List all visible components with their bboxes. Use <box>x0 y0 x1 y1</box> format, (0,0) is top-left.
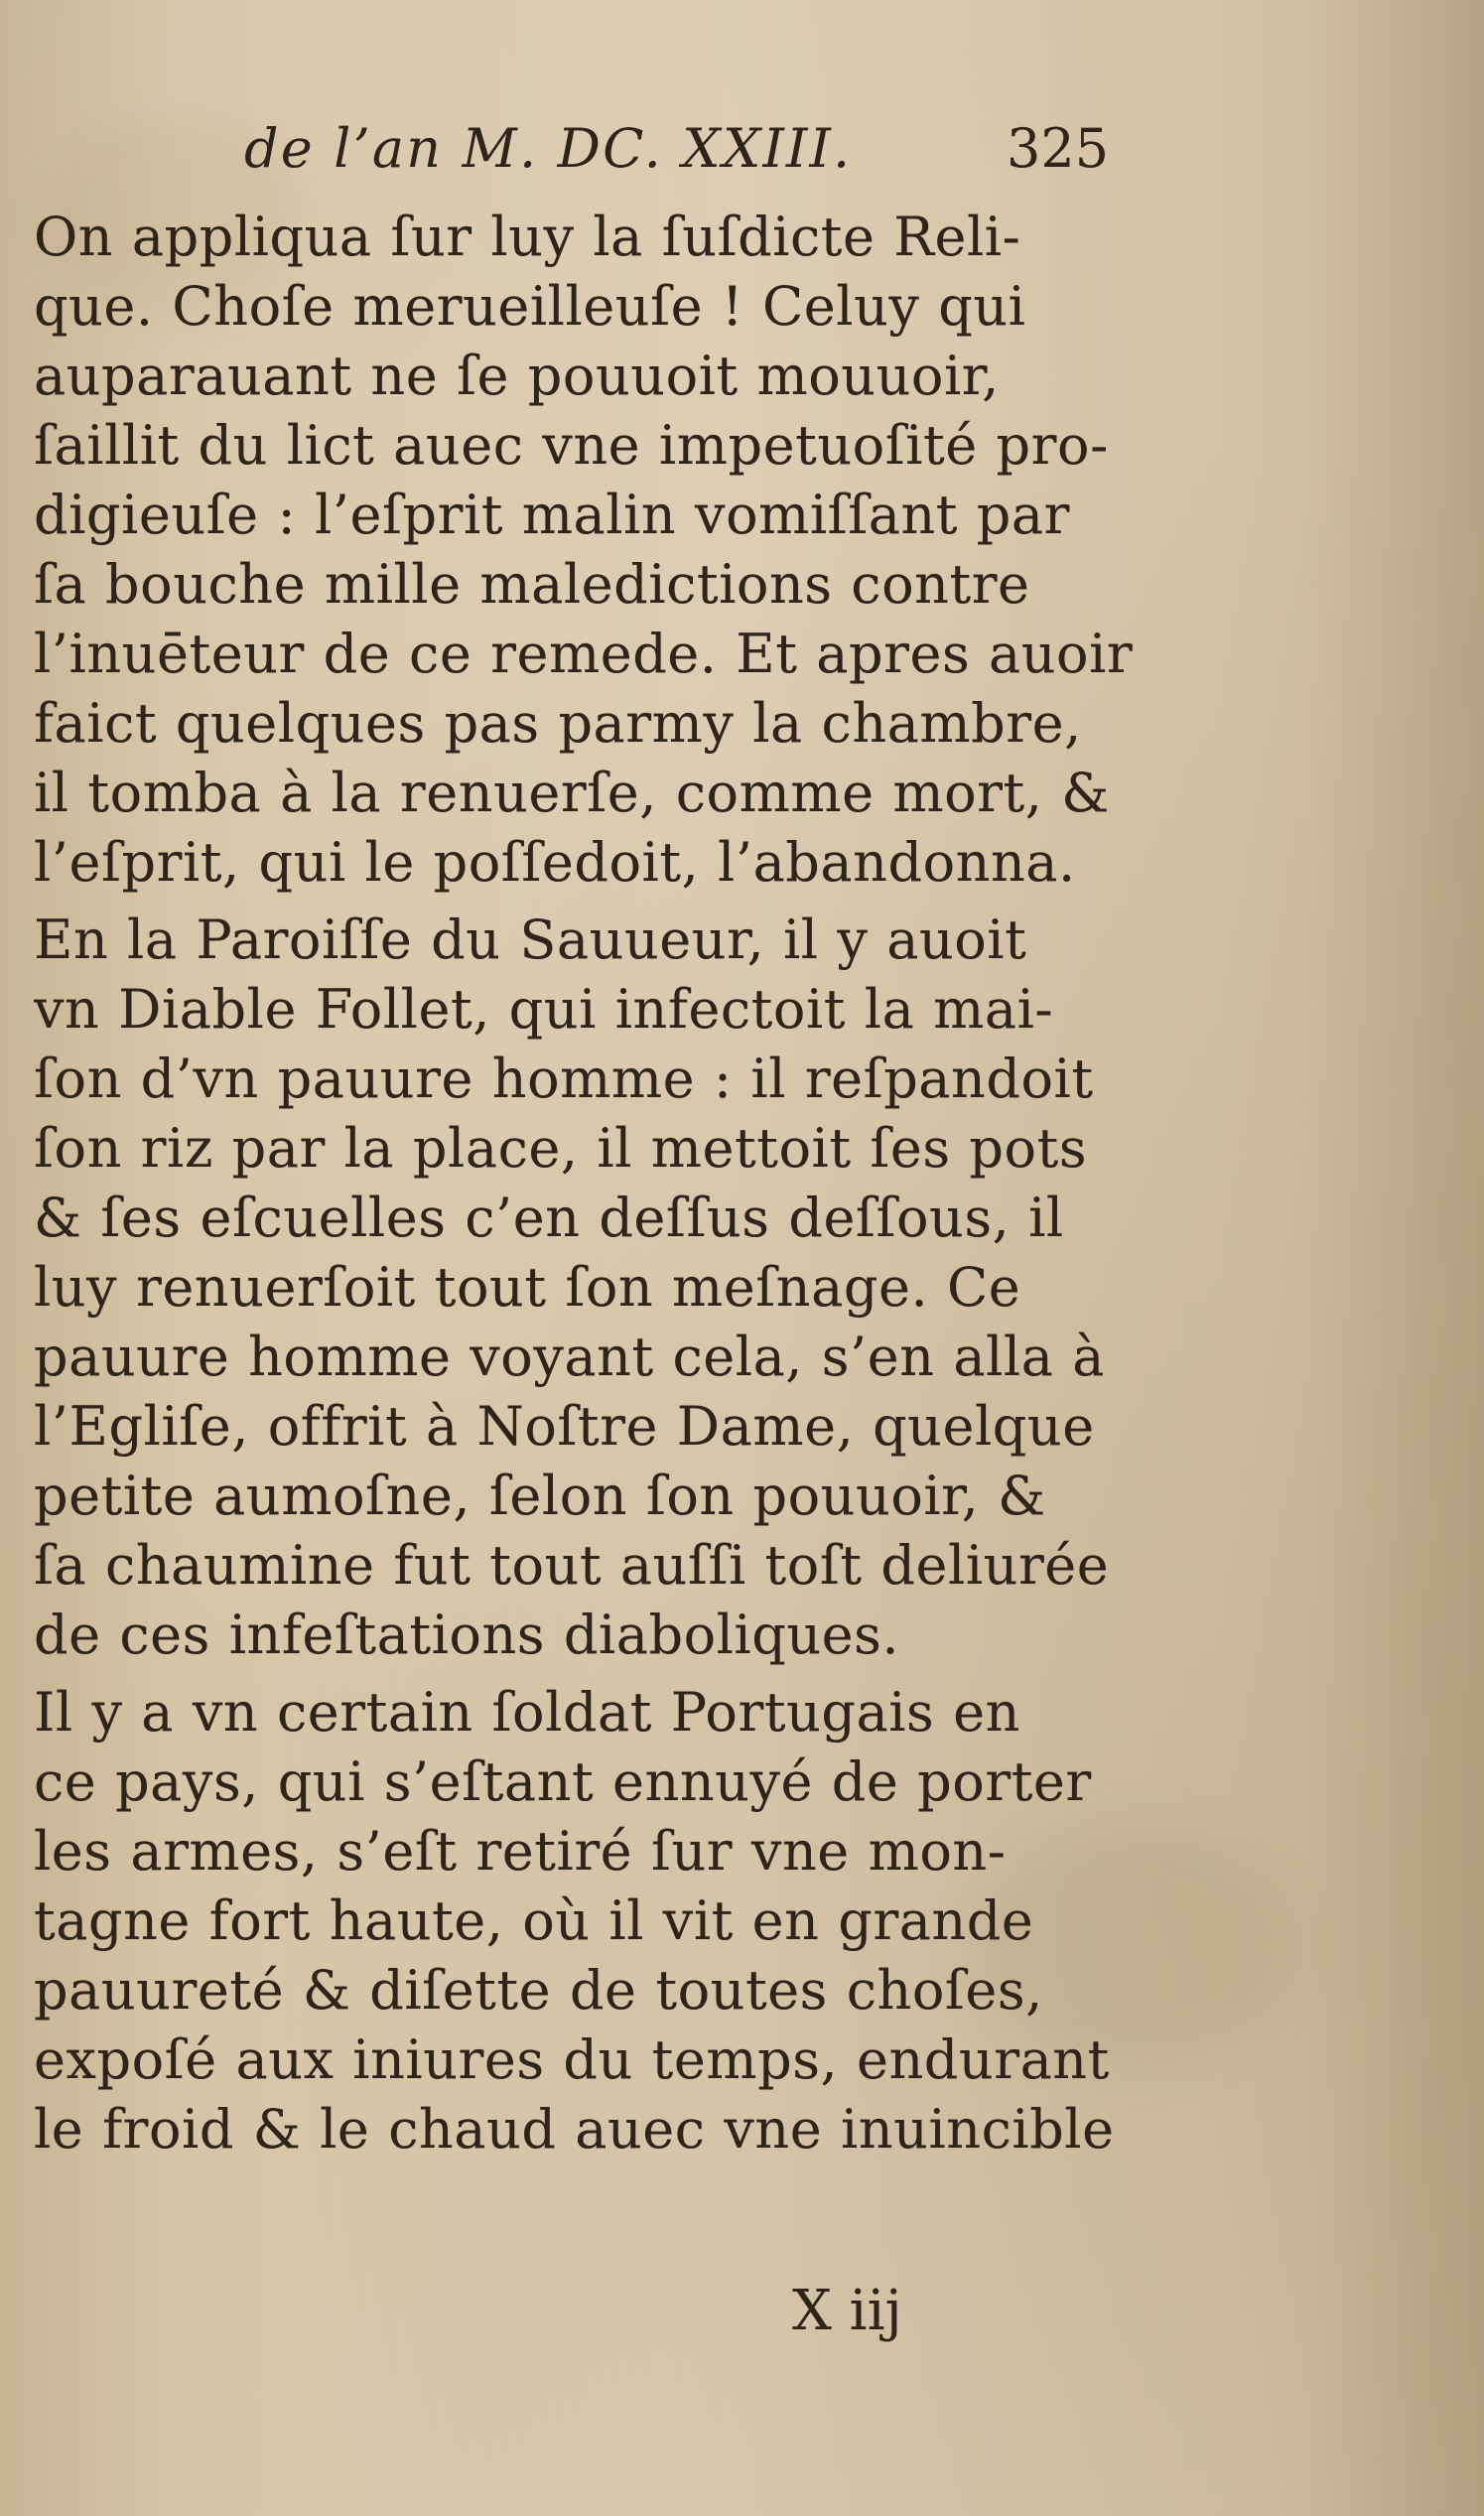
text-line: ſaillit du lict auec vne impetuoſité pro- <box>34 414 1109 477</box>
text-line: auparauant ne ſe pouuoit mouuoir, <box>34 345 1000 407</box>
page-number: 325 <box>1007 117 1110 180</box>
text-line: & ſes eſcuelles c’en deſſus deſſous, il <box>34 1187 1064 1249</box>
text-line: expoſé aux iniures du temps, endurant <box>34 2028 1110 2091</box>
text-line: ſon riz par la place, il mettoit ſes pots <box>34 1117 1088 1180</box>
text-line: pauure homme voyant cela, s’en alla à <box>34 1326 1105 1388</box>
text-line: luy renuerſoit tout ſon meſnage. Ce <box>34 1256 1021 1319</box>
text-line: On appliqua ſur luy la ſuſdicte Reli- <box>34 206 1021 268</box>
text-line: les armes, s’eſt retiré ſur vne mon- <box>34 1820 1007 1883</box>
page-header <box>244 111 1138 187</box>
text-line: vn Diable Follet, qui infectoit la mai- <box>34 978 1054 1041</box>
text-line: Il y a vn certain ſoldat Portugais en <box>34 1681 1020 1744</box>
paragraph-gap <box>34 1670 1144 1678</box>
text-line: petite aumoſne, ſelon ſon pouuoir, & <box>34 1465 1046 1527</box>
text-line: pauureté & diſette de toutes choſes, <box>34 1959 1043 2022</box>
text-line: ſa bouche mille maledictions contre <box>34 553 1030 616</box>
page-edge-shadow <box>1305 0 1484 2516</box>
text-line: que. Choſe merueilleuſe ! Celuy qui <box>34 275 1026 338</box>
signature-mark: X iij <box>792 2279 902 2343</box>
text-line: l’Egliſe, offrit à Noſtre Dame, quelque <box>34 1395 1095 1458</box>
text-line: tagne fort haute, où il vit en grande <box>34 1889 1034 1952</box>
running-head: de l’an M. DC. XXIII. <box>244 117 853 180</box>
text-line: digieuſe : l’eſprit malin vomiſſant par <box>34 484 1070 546</box>
text-line: En la Paroiſſe du Sauueur, il y auoit <box>34 909 1027 971</box>
text-line: l’eſprit, qui le poſſedoit, l’abandonna. <box>34 831 1076 894</box>
text-line: ſon d’vn pauure homme : il reſpandoit <box>34 1048 1094 1110</box>
text-line: il tomba à la renuerſe, comme mort, & <box>34 762 1110 824</box>
paragraph-gap <box>34 898 1144 906</box>
text-line: faict quelques pas parmy la chambre, <box>34 692 1082 755</box>
text-line: ce pays, qui s’eſtant ennuyé de porter <box>34 1750 1092 1813</box>
text-line: l’inuēteur de ce remede. Et apres auoir <box>34 623 1134 685</box>
text-line: ſa chaumine fut tout auſſi toſt deliurée <box>34 1534 1110 1597</box>
main-text <box>34 203 1144 2278</box>
text-line: le froid & le chaud auec vne inuincible <box>34 2098 1115 2161</box>
text-line: de ces infeſtations diaboliques. <box>34 1604 900 1666</box>
